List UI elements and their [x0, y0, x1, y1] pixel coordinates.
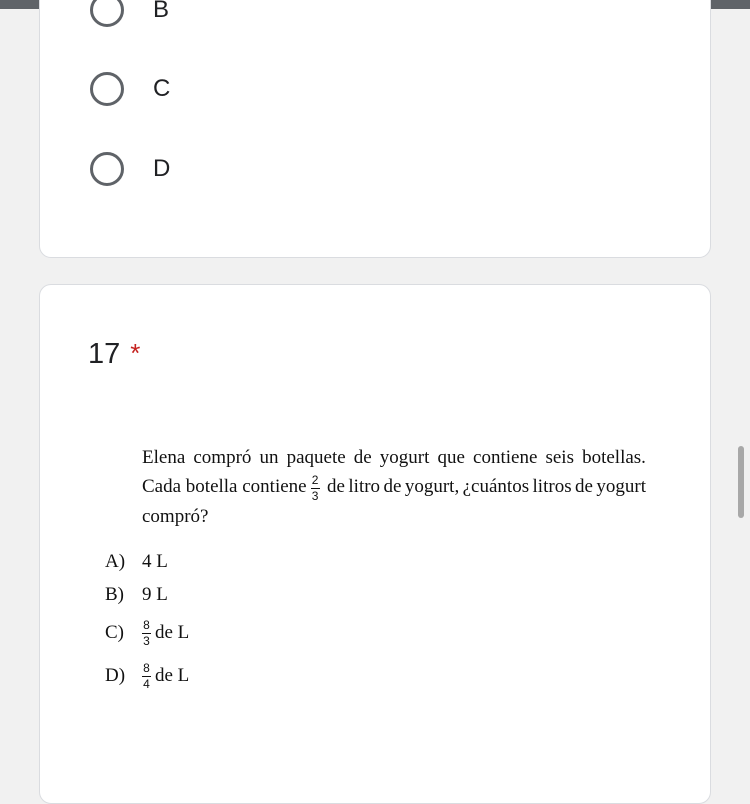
answer-value [142, 662, 189, 690]
answer-letter: A) [105, 551, 126, 572]
radio-option-b[interactable] [90, 0, 169, 30]
problem-text-before: Cada botella contiene [142, 476, 307, 497]
answer-unit: de L [155, 622, 190, 643]
option-label: B [153, 0, 170, 23]
word: litros [532, 476, 572, 498]
word: de [353, 447, 372, 468]
radio-option-c[interactable] [90, 69, 170, 109]
fraction-numerator: 8 [143, 661, 150, 675]
answer-value: 9 L [142, 584, 168, 605]
word: de [383, 476, 402, 498]
word: que [437, 447, 465, 468]
word: botellas. [582, 447, 646, 468]
radio-button-icon[interactable] [90, 152, 124, 186]
word: compró [193, 447, 252, 468]
word: ¿cuántos [462, 476, 530, 498]
problem-line-3: compró? [142, 505, 209, 527]
word: contiene [473, 447, 538, 468]
word: yogurt, [404, 476, 460, 498]
fraction-two-thirds [311, 474, 320, 502]
answer-d [105, 660, 189, 692]
scrollbar-thumb[interactable] [738, 446, 744, 518]
fraction-eight-thirds [142, 619, 151, 647]
problem-line-1 [142, 443, 646, 472]
option-label: C [153, 75, 171, 102]
answer-value: 4 L [142, 551, 168, 572]
word: Elena [142, 447, 186, 468]
answer-letter: B) [105, 584, 124, 605]
radio-option-d[interactable] [90, 149, 170, 189]
word: de [327, 476, 345, 498]
radio-button-icon[interactable] [90, 0, 124, 27]
question-17-card [39, 284, 711, 804]
word: de [575, 476, 593, 498]
answer-c [105, 617, 189, 649]
option-label: D [153, 155, 171, 182]
word: un [259, 447, 279, 468]
word: seis [545, 447, 574, 468]
required-asterisk: * [130, 338, 141, 368]
answer-letter: C) [105, 622, 124, 643]
answer-value [142, 619, 189, 647]
previous-question-card [39, 0, 711, 258]
problem-line-2 [142, 472, 646, 502]
answer-a [105, 549, 168, 575]
word: paquete [286, 447, 346, 468]
question-number: 17 [88, 338, 121, 370]
radio-button-icon[interactable] [90, 72, 124, 106]
problem-text [142, 472, 324, 502]
answer-unit: de L [155, 665, 190, 686]
fraction-denominator: 4 [143, 677, 150, 691]
fraction-numerator: 8 [143, 618, 150, 632]
fraction-eight-fourths [142, 662, 151, 690]
fraction-denominator: 3 [311, 488, 319, 503]
fraction-denominator: 3 [143, 634, 150, 648]
answer-letter: D) [105, 665, 126, 686]
word: yogurt [596, 476, 646, 498]
answer-b [105, 582, 168, 608]
fraction-numerator: 2 [311, 472, 319, 487]
problem-statement [142, 443, 646, 531]
word: yogurt [379, 447, 430, 468]
question-title [88, 338, 140, 371]
word: litro [348, 476, 381, 498]
